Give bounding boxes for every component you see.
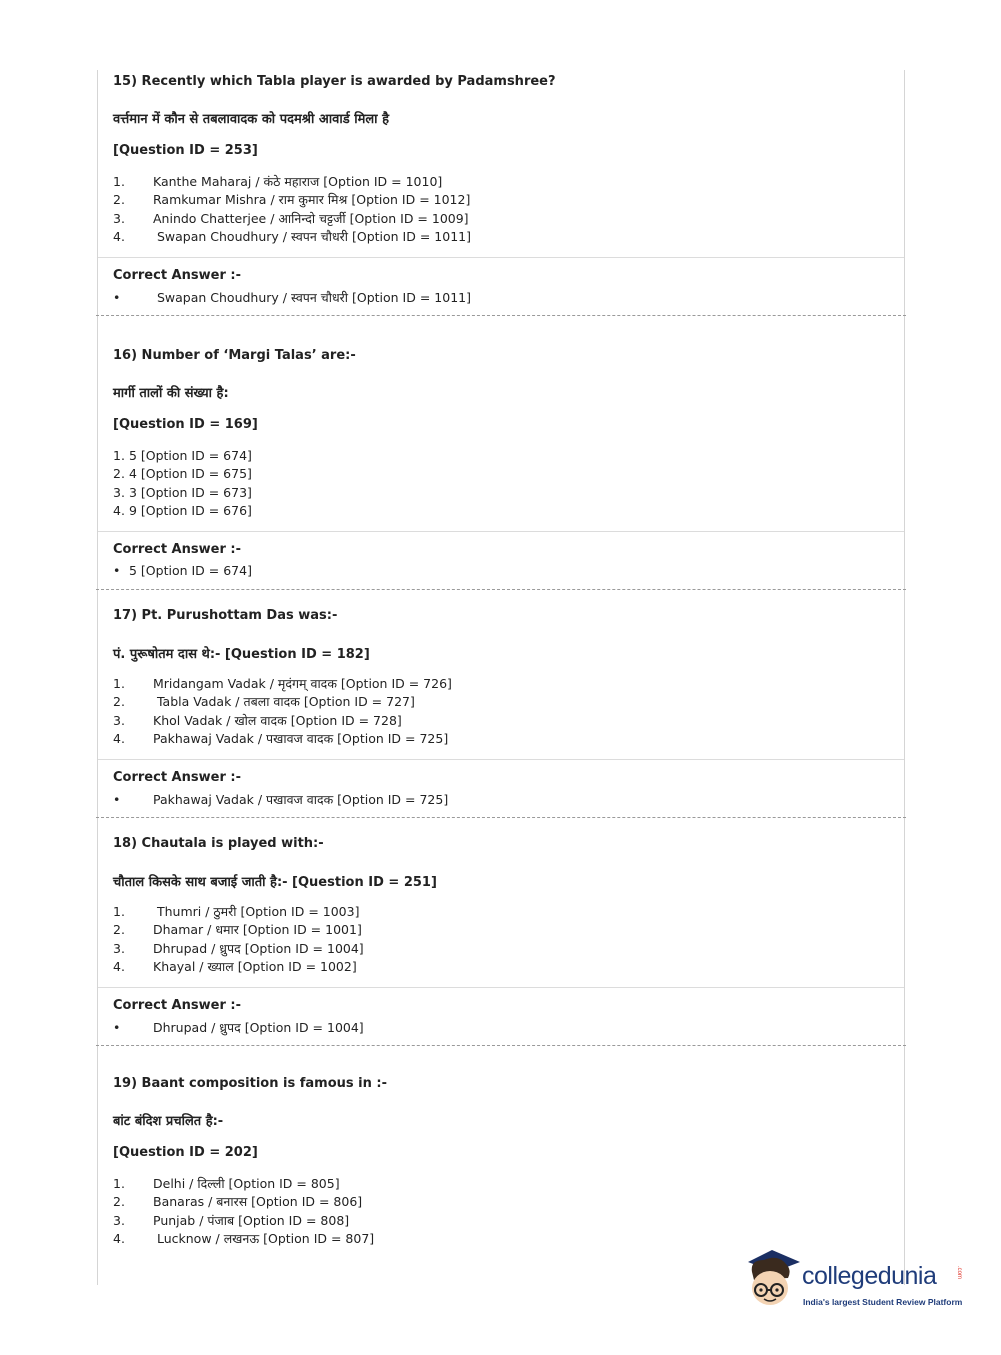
- mascot-icon: [742, 1248, 804, 1312]
- question-title: 16) Number of ‘Margi Talas’ are:-: [113, 348, 356, 363]
- divider: [98, 759, 904, 760]
- correct-answer-label: Correct Answer :-: [113, 998, 241, 1013]
- option-3: 3. Dhrupad / ध्रुपद [Option ID = 1004]: [113, 941, 364, 956]
- correct-answer-label: Correct Answer :-: [113, 268, 241, 283]
- option-2: 2. 4 [Option ID = 675]: [113, 466, 252, 481]
- question-paper-frame: [97, 70, 905, 1285]
- option-2: 2. Ramkumar Mishra / राम कुमार मिश्र [Option ID = 1012]: [113, 192, 471, 207]
- question-id: [Question ID = 253]: [113, 143, 258, 158]
- correct-answer: • Pakhawaj Vadak / पखावज वादक [Option ID = 725]: [113, 792, 449, 807]
- option-2: 2. Banaras / बनारस [Option ID = 806]: [113, 1194, 363, 1209]
- question-id: [Question ID = 202]: [113, 1145, 258, 1160]
- option-1: 1. Delhi / दिल्ली [Option ID = 805]: [113, 1176, 340, 1191]
- question-title: 18) Chautala is played with:-: [113, 836, 324, 851]
- option-2: 2. Dhamar / धमार [Option ID = 1001]: [113, 922, 362, 937]
- option-2: 2. Tabla Vadak / तबला वादक [Option ID = 727]: [113, 694, 415, 709]
- option-4: 4. Swapan Choudhury / स्वपन चौधरी [Option ID = 1011]: [113, 229, 471, 244]
- correct-answer: • Dhrupad / ध्रुपद [Option ID = 1004]: [113, 1020, 364, 1035]
- question-separator: [96, 315, 906, 316]
- question-hindi: बांट बंदिश प्रचलित है:-: [113, 1114, 224, 1129]
- option-3: 3. Khol Vadak / खोल वादक [Option ID = 728]: [113, 713, 402, 728]
- question-hindi: मार्गी तालों की संख्या है:: [113, 386, 229, 401]
- correct-answer: • Swapan Choudhury / स्वपन चौधरी [Option ID = 1011]: [113, 290, 471, 305]
- collegedunia-logo[interactable]: [742, 1246, 967, 1316]
- question-separator: [96, 589, 906, 590]
- option-4: 4. Khayal / ख्याल [Option ID = 1002]: [113, 959, 357, 974]
- question-title: 17) Pt. Purushottam Das was:-: [113, 608, 338, 623]
- question-title: 19) Baant composition is famous in :-: [113, 1076, 387, 1091]
- question-hindi: पं. पुरूषोतम दास थे:- [Question ID = 182]: [113, 647, 370, 662]
- divider: [98, 987, 904, 988]
- option-3: 3. Punjab / पंजाब [Option ID = 808]: [113, 1213, 350, 1228]
- question-separator: [96, 1045, 906, 1046]
- option-4: 4. Lucknow / लखनऊ [Option ID = 807]: [113, 1231, 375, 1246]
- question-title: 15) Recently which Tabla player is awarded by Padamshree?: [113, 74, 556, 89]
- correct-answer-label: Correct Answer :-: [113, 542, 241, 557]
- option-4: 4. 9 [Option ID = 676]: [113, 503, 252, 518]
- logo-tagline: India's largest Student Review Platform: [803, 1297, 963, 1307]
- correct-answer-label: Correct Answer :-: [113, 770, 241, 785]
- question-id: [Question ID = 169]: [113, 417, 258, 432]
- option-1: 1. Thumri / ठुमरी [Option ID = 1003]: [113, 904, 360, 919]
- correct-answer: • 5 [Option ID = 674]: [113, 563, 252, 578]
- option-1: 1. 5 [Option ID = 674]: [113, 448, 252, 463]
- option-3: 3. Anindo Chatterjee / आनिन्दो चट्टर्जी [Option ID = 1009]: [113, 211, 469, 226]
- logo-name: collegedunia: [802, 1262, 937, 1290]
- question-hindi: चौताल किसके साथ बजाई जाती है:- [Question ID = 251]: [113, 875, 437, 890]
- logo-domain: .com: [956, 1266, 962, 1280]
- divider: [98, 531, 904, 532]
- divider: [98, 257, 904, 258]
- option-1: 1. Kanthe Maharaj / कंठे महाराज [Option ID = 1010]: [113, 174, 443, 189]
- option-4: 4. Pakhawaj Vadak / पखावज वादक [Option ID = 725]: [113, 731, 449, 746]
- option-3: 3. 3 [Option ID = 673]: [113, 485, 252, 500]
- question-separator: [96, 817, 906, 818]
- question-hindi: वर्त्तमान में कौन से तबलावादक को पदमश्री आवार्ड मिला है: [113, 112, 389, 127]
- option-1: 1. Mridangam Vadak / मृदंगम् वादक [Option ID = 726]: [113, 676, 452, 691]
